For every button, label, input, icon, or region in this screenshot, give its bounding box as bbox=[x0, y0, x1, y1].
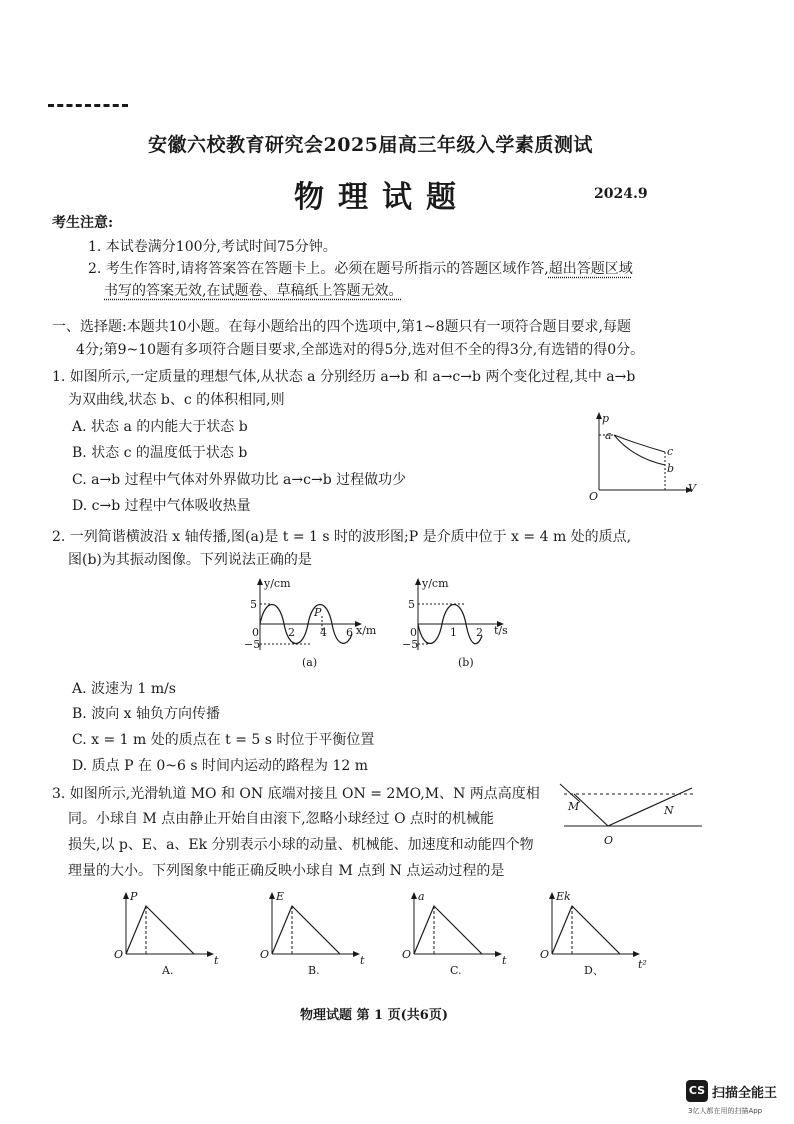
q3-track-n: N bbox=[664, 804, 674, 817]
q1-fig-v-label: V bbox=[688, 482, 696, 495]
q3d-ylabel: Ek bbox=[556, 890, 571, 903]
notice-item-2 bbox=[88, 260, 633, 278]
q2a-xlabel: x/m bbox=[356, 624, 377, 637]
q3b-caption: B. bbox=[308, 964, 320, 977]
q3-stem-line-2: 同。小球自 M 点由静止开始自由滚下,忽略小球经过 O 点时的机械能 bbox=[68, 811, 495, 827]
q1-fig-origin: O bbox=[589, 490, 599, 503]
q2b-x0: 0 bbox=[410, 626, 417, 639]
q2a-x4: 4 bbox=[320, 626, 327, 639]
q2a-point-p: P bbox=[314, 606, 322, 619]
q2b-caption: (b) bbox=[458, 656, 474, 669]
q1-fig-p-label: p bbox=[602, 412, 610, 425]
q3b-ylabel: E bbox=[276, 890, 285, 903]
q2b-x1: 1 bbox=[450, 626, 457, 639]
q1-fig-a: a bbox=[605, 429, 612, 442]
q1-fig-c: c bbox=[667, 445, 674, 458]
q3b-origin: O bbox=[260, 948, 270, 961]
q2-option-d: D. 质点 P 在 0~6 s 时间内运动的路程为 12 m bbox=[72, 758, 369, 774]
q3c-origin: O bbox=[402, 948, 412, 961]
notice-item-2-emphasis: 超出答题区域 bbox=[548, 261, 633, 277]
q2a-ylabel: y/cm bbox=[264, 577, 291, 590]
q3c-xlabel: t bbox=[502, 954, 507, 967]
q1-stem-line-2: 为双曲线,状态 b、c 的体积相同,则 bbox=[68, 392, 285, 408]
q2-option-c: C. x = 1 m 处的质点在 t = 5 s 时位于平衡位置 bbox=[72, 732, 375, 748]
q2a-caption: (a) bbox=[302, 656, 318, 669]
q1-stem-line-1: 1. 如图所示,一定质量的理想气体,从状态 a 分别经历 a→b 和 a→c→b 两个变化过程,其中 a→b bbox=[52, 369, 636, 385]
q2b-y5: 5 bbox=[408, 598, 415, 611]
q3c-ylabel: a bbox=[418, 890, 425, 903]
q2a-x0: 0 bbox=[252, 626, 259, 639]
q3-stem-line-4: 理量的大小。下列图象中能正确反映小球自 M 点到 N 点运动过程的是 bbox=[68, 863, 505, 879]
exam-date: 2024.9 bbox=[594, 186, 648, 202]
q3a-caption: A. bbox=[162, 964, 174, 977]
notice-heading: 考生注意: bbox=[52, 215, 114, 231]
q2b-ylabel: y/cm bbox=[422, 577, 449, 590]
q2-option-b: B. 波向 x 轴负方向传播 bbox=[72, 706, 220, 722]
q3-graph-a bbox=[110, 888, 230, 978]
q2-wave-graph bbox=[238, 574, 378, 672]
q1-fig-b: b bbox=[667, 462, 675, 475]
q2-stem-line-2: 图(b)为其振动图像。下列说法正确的是 bbox=[68, 552, 312, 568]
q3c-caption: C. bbox=[450, 964, 462, 977]
section-instructions-line-2: 4分;第9~10题有多项符合题目要求,全部选对的得5分,选对但不全的得3分,有选错的得0分。 bbox=[76, 342, 645, 358]
q3d-origin: O bbox=[540, 948, 550, 961]
q3d-caption: D、 bbox=[584, 964, 604, 977]
q2b-yn5: −5 bbox=[402, 638, 419, 651]
scanner-logo-icon: CS bbox=[686, 1080, 708, 1102]
subject-title: 物理试题 bbox=[294, 180, 470, 215]
scanner-app-tagline: 3亿人都在用的扫描App bbox=[688, 1107, 763, 1115]
header-rule-mark bbox=[48, 104, 128, 110]
q3-stem-line-3: 损失,以 p、E、a、Ek 分别表示小球的动量、机械能、加速度和动能四个物 bbox=[68, 837, 534, 853]
q3a-ylabel: P bbox=[130, 890, 138, 903]
q3a-xlabel: t bbox=[214, 954, 219, 967]
exam-title: 安徽六校教育研究会2025届高三年级入学素质测试 bbox=[148, 134, 593, 156]
q3d-xlabel: t² bbox=[638, 958, 647, 971]
q3-track-diagram bbox=[558, 778, 708, 850]
q2b-xlabel: t/s bbox=[494, 624, 508, 637]
q1-option-d: D. c→b 过程中气体吸收热量 bbox=[72, 498, 251, 514]
q3-graph-d bbox=[536, 888, 660, 978]
q2a-x2: 2 bbox=[288, 626, 295, 639]
q2-stem-line-1: 2. 一列简谐横波沿 x 轴传播,图(a)是 t = 1 s 时的波形图;P 是介质中位于 x = 4 m 处的质点, bbox=[52, 529, 632, 545]
q2-option-a: A. 波速为 1 m/s bbox=[72, 681, 176, 697]
q1-option-c: C. a→b 过程中气体对外界做功比 a→c→b 过程做功少 bbox=[72, 472, 407, 488]
q2-vibration-graph bbox=[396, 574, 516, 672]
q2a-y5: 5 bbox=[250, 598, 257, 611]
notice-item-2-text: 2. 考生作答时,请将答案答在答题卡上。必须在题号所指示的答题区域作答, bbox=[88, 261, 549, 277]
q2a-yn5: −5 bbox=[244, 638, 261, 651]
q1-option-b: B. 状态 c 的温度低于状态 b bbox=[72, 445, 248, 461]
notice-item-2-continued: 书写的答案无效,在试题卷、草稿纸上答题无效。 bbox=[104, 283, 403, 299]
notice-item-1: 1. 本试卷满分100分,考试时间75分钟。 bbox=[88, 239, 337, 255]
q1-option-a: A. 状态 a 的内能大于状态 b bbox=[72, 419, 248, 435]
q3a-origin: O bbox=[114, 948, 124, 961]
q3-track-m: M bbox=[568, 800, 580, 813]
q3-graph-c bbox=[398, 888, 518, 978]
section-instructions-line-1: 一、选择题:本题共10小题。在每小题给出的四个选项中,第1~8题只有一项符合题目要求,每题 bbox=[52, 319, 631, 335]
q2a-x6: 6 bbox=[346, 626, 353, 639]
scanner-app-name: 扫描全能王 bbox=[712, 1086, 778, 1101]
q2b-x2: 2 bbox=[476, 626, 483, 639]
q1-pv-diagram bbox=[585, 410, 705, 504]
q3-stem-line-1: 3. 如图所示,光滑轨道 MO 和 ON 底端对接且 ON = 2MO,M、N 两点高度相 bbox=[52, 786, 540, 802]
q3b-xlabel: t bbox=[360, 954, 365, 967]
q3-track-o: O bbox=[604, 834, 614, 847]
q3-graph-b bbox=[256, 888, 376, 978]
page-footer: 物理试题 第 1 页(共6页) bbox=[300, 1008, 448, 1023]
